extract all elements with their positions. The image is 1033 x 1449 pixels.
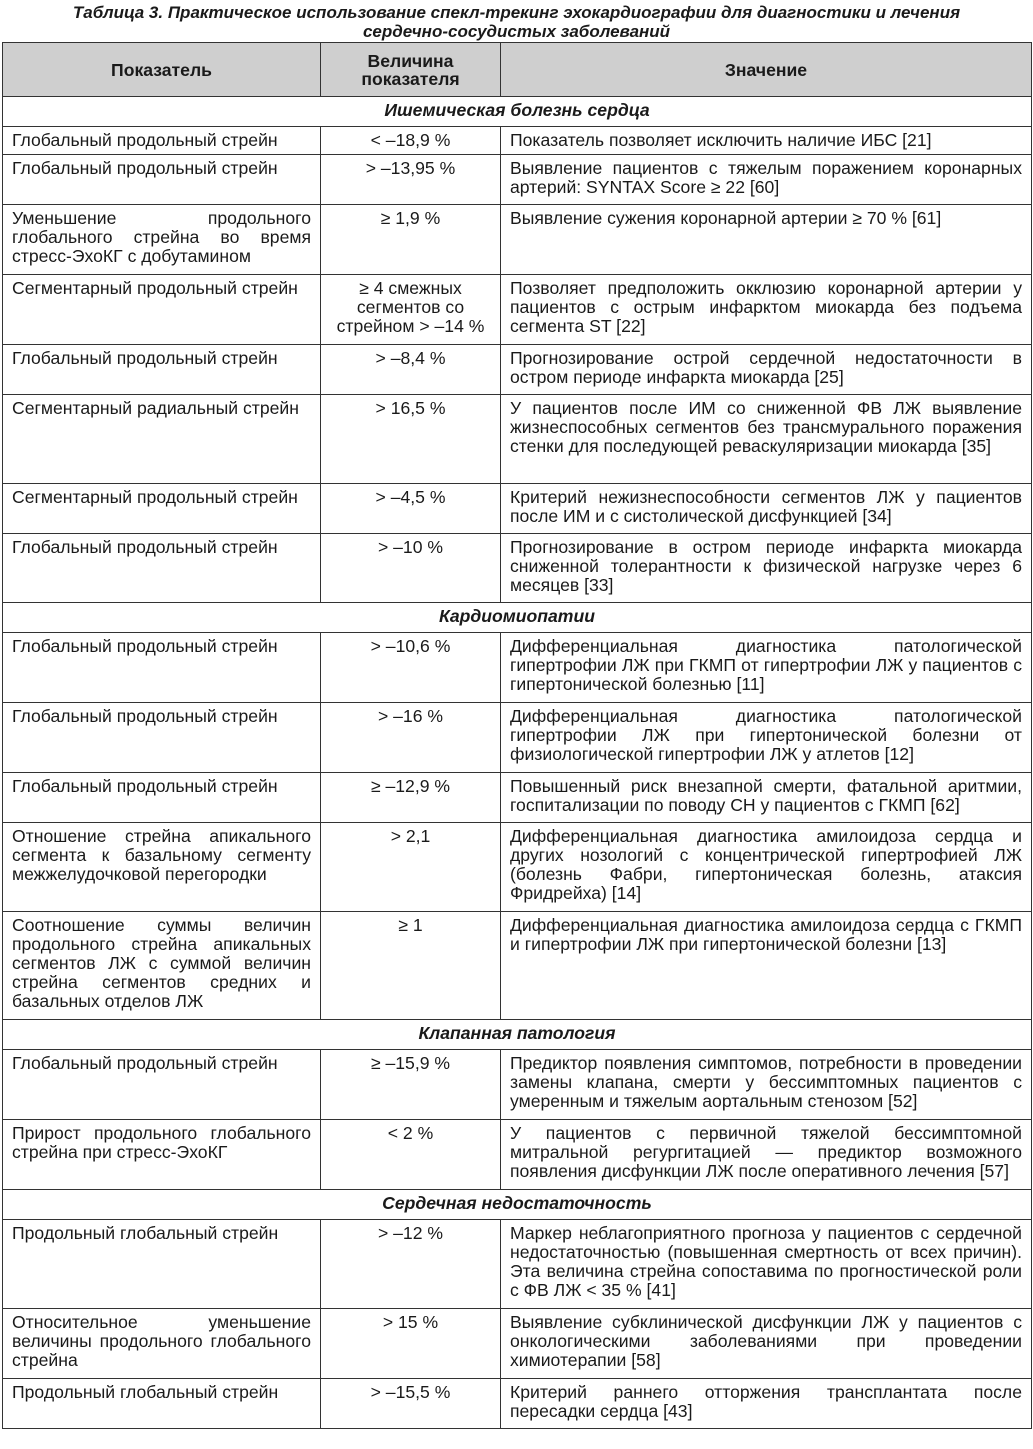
strain-table — [2, 42, 1032, 1429]
table-row — [3, 703, 1032, 773]
value-cell: > –8,4 % — [321, 345, 501, 395]
section-title: Ишемическая болезнь сердца — [3, 97, 1032, 127]
table-row — [3, 275, 1032, 345]
indicator-cell: Глобальный продольный стрейн — [3, 1050, 321, 1120]
table-row — [3, 534, 1032, 603]
indicator-cell: Сегментарный продольный стрейн — [3, 484, 321, 534]
table-caption — [0, 0, 1033, 42]
indicator-cell: Соотношение суммы величин продольного стрейна апикальных сегментов ЛЖ с суммой величин стрейна сегментов средних и базальных отделов ЛЖ — [3, 912, 321, 1020]
meaning-cell: Показатель позволяет исключить наличие ИБС [21] — [501, 127, 1032, 155]
meaning-cell: Дифференциальная диагностика амилоидоза сердца и других нозологий с концентрической гипертрофией ЛЖ (болезнь Фабри, гипертоническая болезнь, атаксия Фридрейха) [14] — [501, 823, 1032, 912]
value-cell: > –15,5 % — [321, 1379, 501, 1429]
meaning-cell: У пациентов с первичной тяжелой бессимптомной митральной регургитацией — предиктор возможного появления дисфункции ЛЖ после оперативного лечения [57] — [501, 1120, 1032, 1190]
caption-line-1: Таблица 3. Практическое использование спекл-трекинг эхокардиографии для диагностики и лечения — [72, 3, 961, 22]
value-cell: < 2 % — [321, 1120, 501, 1190]
meaning-cell: Выявление пациентов с тяжелым поражением коронарных артерий: SYNTAX Score ≥ 22 [60] — [501, 155, 1032, 205]
header-row — [3, 43, 1032, 97]
table-row — [3, 633, 1032, 703]
header-indicator: Показатель — [3, 43, 321, 97]
value-cell: > 2,1 — [321, 823, 501, 912]
indicator-cell: Уменьшение продольного глобального стрейна во время стресс-ЭхоКГ с добутамином — [3, 205, 321, 275]
meaning-cell: Прогнозирование в остром периоде инфаркта миокарда сниженной толерантности к физической нагрузке через 6 месяцев [33] — [501, 534, 1032, 603]
value-cell: > 15 % — [321, 1309, 501, 1379]
meaning-cell: Дифференциальная диагностика амилоидоза сердца с ГКМП и гипертрофии ЛЖ при гипертонической болезни [13] — [501, 912, 1032, 1020]
meaning-cell: Предиктор появления симптомов, потребности в проведении замены клапана, смерти у бессимптомных пациентов с умеренным и тяжелым аортальным стенозом [52] — [501, 1050, 1032, 1120]
meaning-cell: Критерий раннего отторжения трансплантата после пересадки сердца [43] — [501, 1379, 1032, 1429]
value-cell: > –4,5 % — [321, 484, 501, 534]
table-row — [3, 395, 1032, 484]
table-row — [3, 912, 1032, 1020]
section-row — [3, 1020, 1032, 1050]
table-row — [3, 345, 1032, 395]
table-row — [3, 155, 1032, 205]
table-row — [3, 1379, 1032, 1429]
table-row — [3, 1220, 1032, 1309]
meaning-cell: Выявление сужения коронарной артерии ≥ 70 % [61] — [501, 205, 1032, 275]
value-cell: ≥ –12,9 % — [321, 773, 501, 823]
section-title: Кардиомиопатии — [3, 603, 1032, 633]
section-row — [3, 97, 1032, 127]
indicator-cell: Продольный глобальный стрейн — [3, 1220, 321, 1309]
value-cell: > 16,5 % — [321, 395, 501, 484]
value-cell: > –13,95 % — [321, 155, 501, 205]
table-row — [3, 1050, 1032, 1120]
indicator-cell: Глобальный продольный стрейн — [3, 773, 321, 823]
table-body — [3, 97, 1032, 1429]
indicator-cell: Продольный глобальный стрейн — [3, 1379, 321, 1429]
indicator-cell: Глобальный продольный стрейн — [3, 633, 321, 703]
meaning-cell: Дифференциальная диагностика патологической гипертрофии ЛЖ при ГКМП от гипертрофии ЛЖ у пациентов с гипертонической болезнью [11] — [501, 633, 1032, 703]
header-value-line-2: показателя — [361, 68, 460, 89]
indicator-cell: Сегментарный радиальный стрейн — [3, 395, 321, 484]
value-cell: < –18,9 % — [321, 127, 501, 155]
meaning-cell: У пациентов после ИМ со сниженной ФВ ЛЖ выявление жизнеспособных сегментов без трансмурального поражения стенки для последующей реваскуляризации миокарда [35] — [501, 395, 1032, 484]
section-title: Клапанная патология — [3, 1020, 1032, 1050]
indicator-cell: Глобальный продольный стрейн — [3, 345, 321, 395]
meaning-cell: Критерий нежизнеспособности сегментов ЛЖ у пациентов после ИМ и с систолической дисфункцией [34] — [501, 484, 1032, 534]
indicator-cell: Относительное уменьшение величины продольного глобального стрейна — [3, 1309, 321, 1379]
table-row — [3, 1309, 1032, 1379]
value-cell: > –12 % — [321, 1220, 501, 1309]
indicator-cell: Глобальный продольный стрейн — [3, 703, 321, 773]
caption-line-2: сердечно-сосудистых заболеваний — [362, 22, 671, 41]
value-cell: ≥ –15,9 % — [321, 1050, 501, 1120]
table-row — [3, 773, 1032, 823]
meaning-cell: Повышенный риск внезапной смерти, фатальной аритмии, госпитализации по поводу СН у пациентов с ГКМП [62] — [501, 773, 1032, 823]
indicator-cell: Глобальный продольный стрейн — [3, 155, 321, 205]
meaning-cell: Выявление субклинической дисфункции ЛЖ у пациентов с онкологическими заболеваниями при проведении химиотерапии [58] — [501, 1309, 1032, 1379]
indicator-cell: Сегментарный продольный стрейн — [3, 275, 321, 345]
value-cell: ≥ 4 смежных сегментов со стрейном > –14 % — [321, 275, 501, 345]
table-row — [3, 127, 1032, 155]
section-row — [3, 603, 1032, 633]
meaning-cell: Дифференциальная диагностика патологической гипертрофии ЛЖ при гипертонической болезни от физиологической гипертрофии ЛЖ у атлетов [12] — [501, 703, 1032, 773]
value-cell: > –16 % — [321, 703, 501, 773]
table-row — [3, 205, 1032, 275]
header-meaning: Значение — [501, 43, 1032, 97]
indicator-cell: Отношение стрейна апикального сегмента к базальному сегменту межжелудочковой перегородки — [3, 823, 321, 912]
value-cell: ≥ 1,9 % — [321, 205, 501, 275]
header-value — [321, 43, 501, 97]
indicator-cell: Глобальный продольный стрейн — [3, 127, 321, 155]
value-cell: > –10 % — [321, 534, 501, 603]
indicator-cell: Глобальный продольный стрейн — [3, 534, 321, 603]
table-row — [3, 484, 1032, 534]
section-row — [3, 1190, 1032, 1220]
meaning-cell: Позволяет предположить окклюзию коронарной артерии у пациентов с острым инфарктом миокарда без подъема сегмента ST [22] — [501, 275, 1032, 345]
meaning-cell: Маркер неблагоприятного прогноза у пациентов с сердечной недостаточностью (повышенная смертность от всех причин). Эта величина стрейна сопоставима по прогностической роли с ФВ ЛЖ < 35 % [41] — [501, 1220, 1032, 1309]
table-row — [3, 1120, 1032, 1190]
indicator-cell: Прирост продольного глобального стрейна при стресс-ЭхоКГ — [3, 1120, 321, 1190]
meaning-cell: Прогнозирование острой сердечной недостаточности в остром периоде инфаркта миокарда [25] — [501, 345, 1032, 395]
header-value-line-1: Величина — [367, 50, 454, 71]
table-row — [3, 823, 1032, 912]
value-cell: ≥ 1 — [321, 912, 501, 1020]
value-cell: > –10,6 % — [321, 633, 501, 703]
section-title: Сердечная недостаточность — [3, 1190, 1032, 1220]
